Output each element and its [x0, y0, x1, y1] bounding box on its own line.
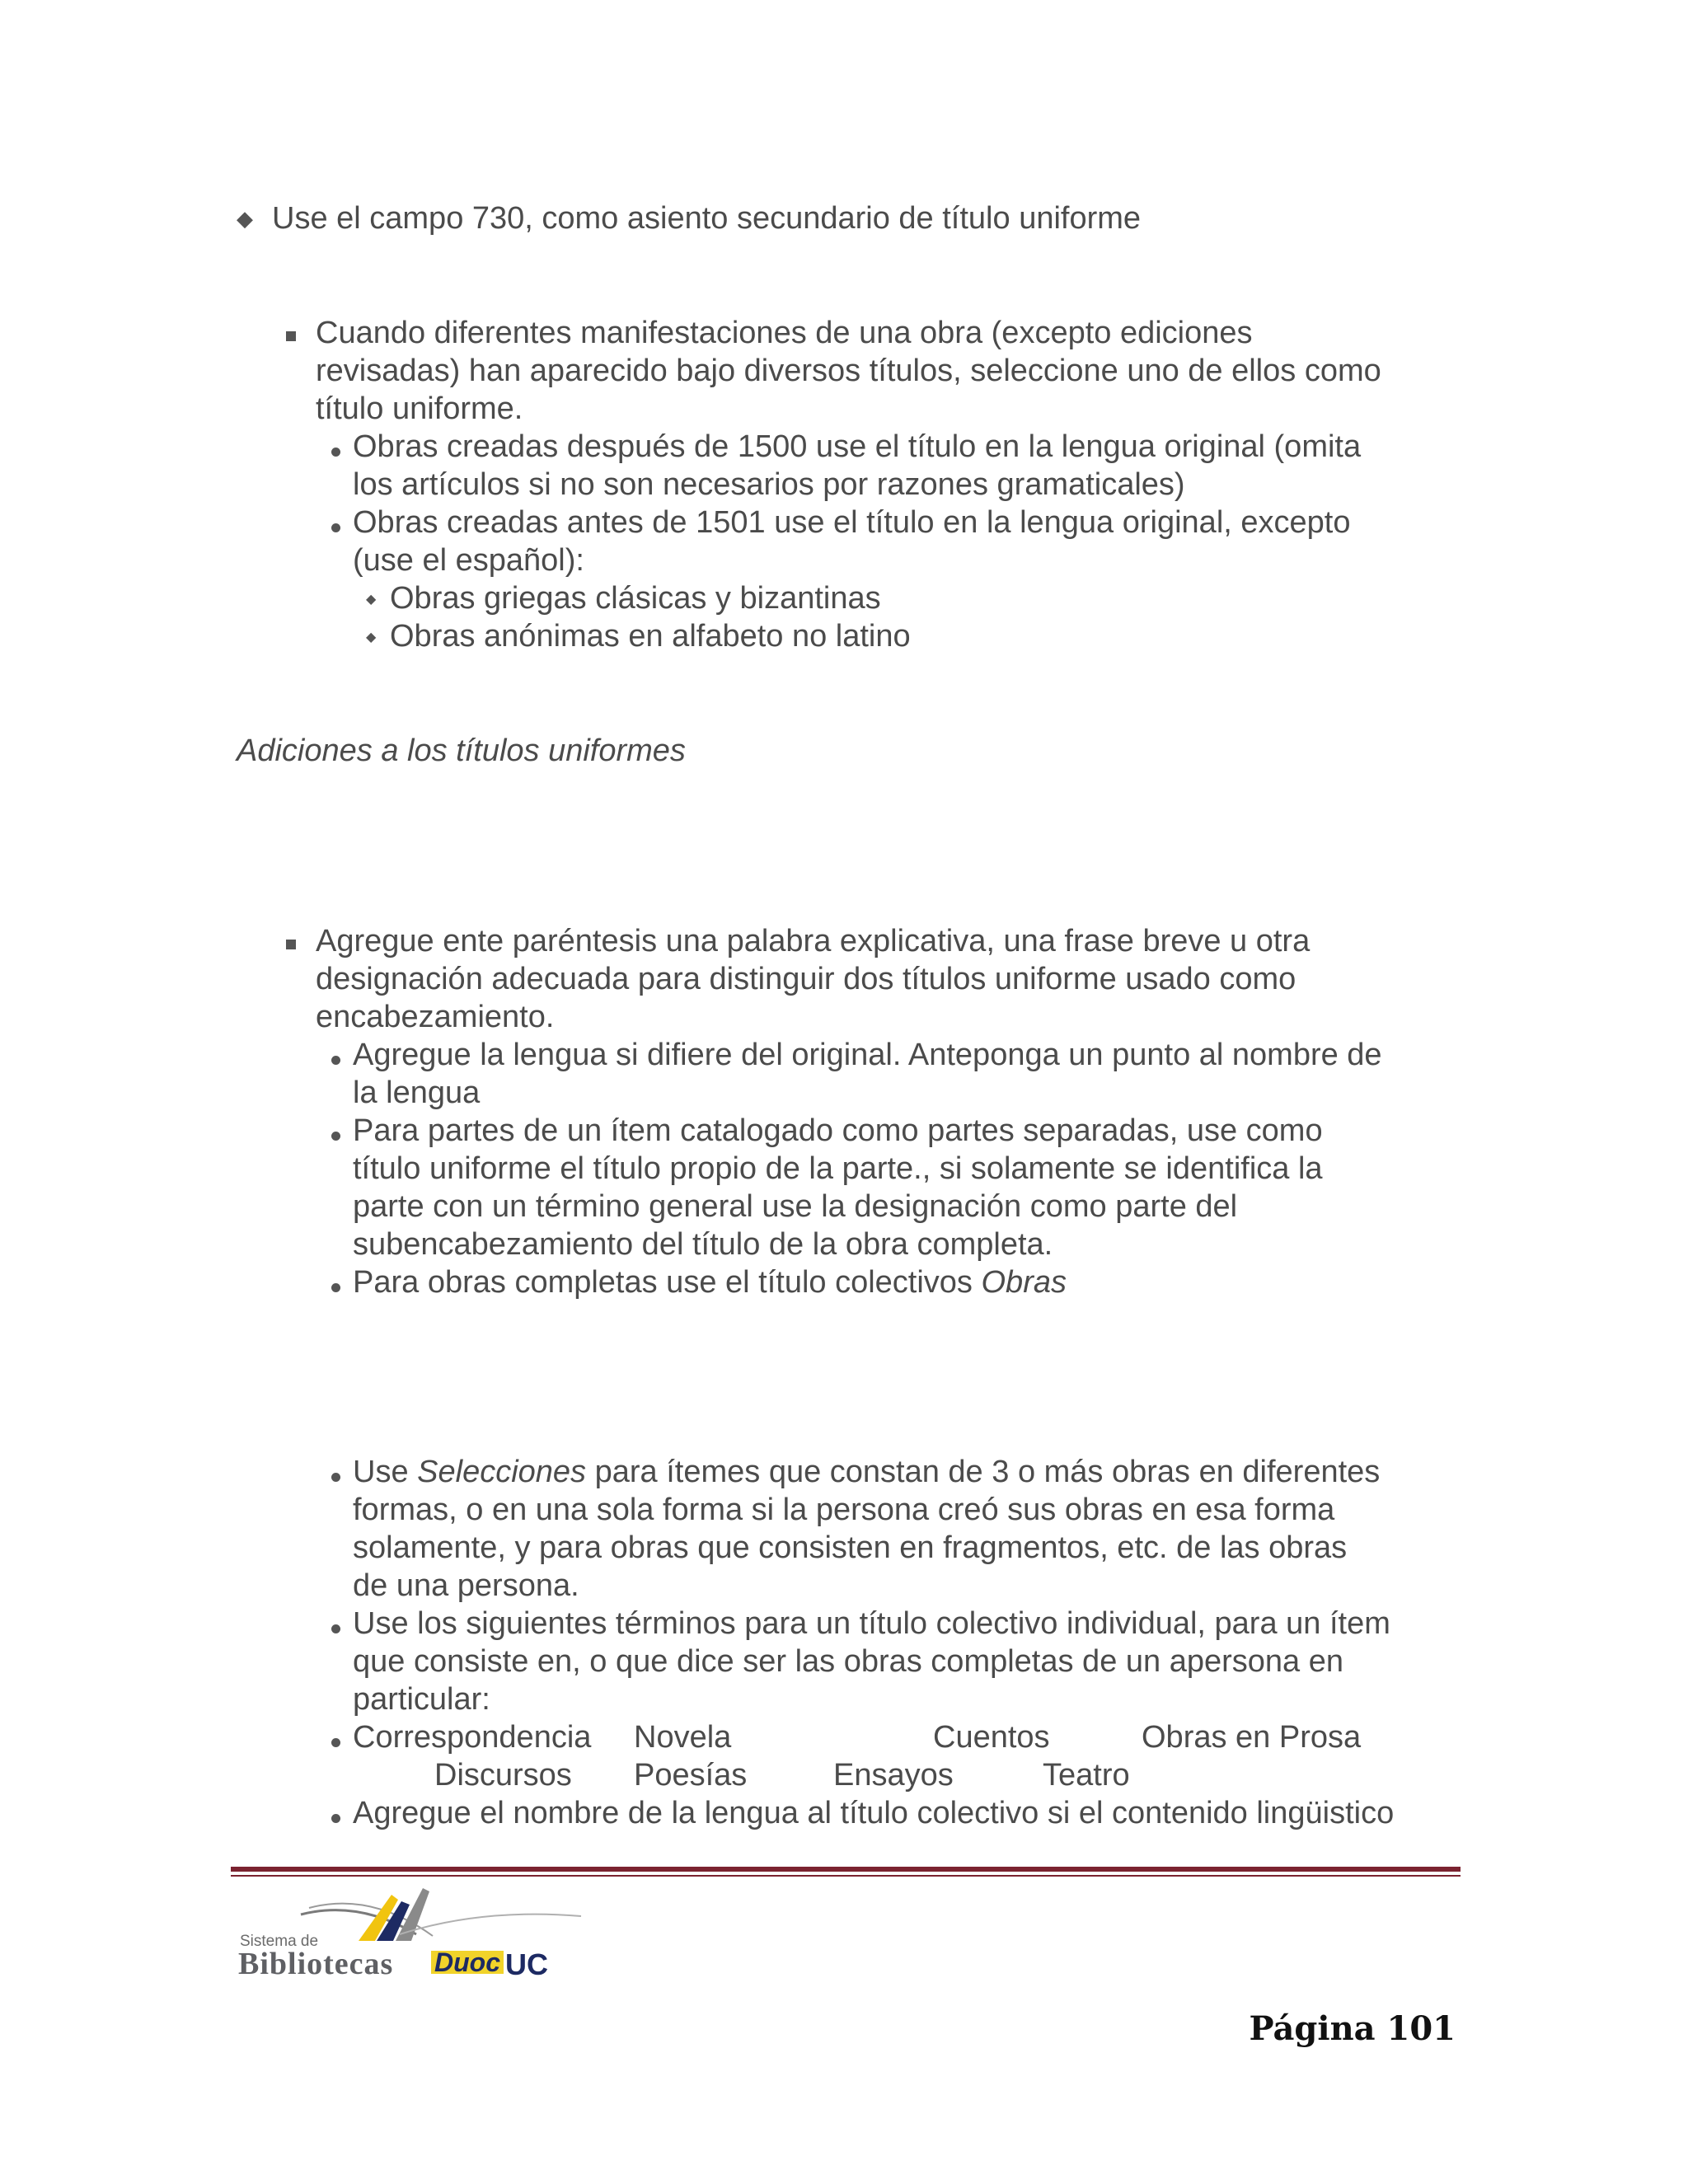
logo-uc-text: UC [505, 1947, 548, 1981]
sub-item-text: subencabezamiento del título de la obra completa. [353, 1227, 1053, 1262]
sub-item-text: formas, o en una sola forma si la persona creó sus obras en esa forma [353, 1493, 1335, 1527]
sub-item-text: Agregue la lengua si difiere del original. Anteponga un punto al nombre de [353, 1038, 1382, 1072]
sub-item-text: solamente, y para obras que consisten en fragmentos, etc. de las obras [353, 1530, 1348, 1565]
square-bullet-icon [286, 331, 296, 341]
logo-main-text: Bibliotecas [238, 1947, 394, 1981]
list-item-text: título uniforme. [316, 391, 523, 426]
sub-item-text-plain: Para obras completas use el título colectivos [353, 1265, 982, 1300]
dot-bullet-icon [331, 1738, 340, 1747]
diamond-bullet-icon: ◆ [237, 206, 253, 231]
sub-item-text: parte con un término general use la designación como parte del [353, 1189, 1238, 1224]
sub-item-text [353, 1263, 1067, 1301]
sub-sub-item-text: Obras griegas clásicas y bizantinas [390, 581, 881, 616]
sub-item-text: los artículos si no son necesarios por razones gramaticales) [353, 467, 1185, 502]
list-item-text: revisadas) han aparecido bajo diversos títulos, seleccione uno de ellos como [316, 354, 1381, 388]
page-number: Página 101 [1249, 2009, 1456, 2048]
dot-bullet-icon [331, 1056, 340, 1065]
term-novela: Novela [634, 1720, 732, 1755]
sub-item-text: (use el español): [353, 543, 584, 578]
term-obras-en-prosa: Obras en Prosa [1142, 1720, 1362, 1755]
sub-item-text: que consiste en, o que dice ser las obras completas de un apersona en [353, 1644, 1343, 1679]
sub-item-text: Obras creadas después de 1500 use el título en la lengua original (omita [353, 429, 1362, 464]
sub-item-text-plain: para ítemes que constan de 3 o más obras en diferentes [586, 1455, 1381, 1489]
logo-small-text: Sistema de [240, 1933, 319, 1950]
list-item-text: Cuando diferentes manifestaciones de una obra (excepto ediciones [316, 316, 1253, 350]
dot-bullet-icon [331, 1473, 340, 1482]
italic-term: Obras [981, 1265, 1067, 1300]
term-cuentos: Cuentos [933, 1720, 1050, 1755]
dot-bullet-icon [331, 1283, 340, 1292]
square-bullet-icon [286, 940, 296, 949]
dot-bullet-icon [331, 1132, 340, 1141]
dot-bullet-icon [331, 1814, 340, 1823]
small-diamond-bullet-icon: ◆ [366, 630, 377, 644]
library-logo [235, 1883, 589, 1982]
term-correspondencia: Correspondencia [353, 1720, 592, 1755]
sub-item-text: Use los siguientes términos para un título colectivo individual, para un ítem [353, 1606, 1390, 1641]
list-item-campo-730: Use el campo 730, como asiento secundario de título uniforme [272, 201, 1142, 236]
sub-sub-item-text: Obras anónimas en alfabeto no latino [390, 619, 911, 654]
sub-item-text: de una persona. [353, 1568, 579, 1603]
section-heading: Adiciones a los títulos uniformes [237, 733, 686, 768]
sub-item-text: título uniforme el título propio de la parte., si solamente se identifica la [353, 1151, 1323, 1186]
footer-rule [231, 1867, 1461, 1872]
list-item-text: Agregue ente paréntesis una palabra explicativa, una frase breve u otra [316, 924, 1311, 958]
term-ensayos: Ensayos [833, 1758, 954, 1793]
dot-bullet-icon [331, 1624, 340, 1633]
sub-item-text-plain: Use [353, 1455, 418, 1489]
sub-item-text: particular: [353, 1682, 490, 1717]
list-item-text: encabezamiento. [316, 1000, 555, 1034]
italic-term: Selecciones [417, 1455, 587, 1489]
term-discursos: Discursos [434, 1758, 572, 1793]
list-item-text: designación adecuada para distinguir dos títulos uniforme usado como [316, 962, 1296, 996]
sub-item-text: Para partes de un ítem catalogado como partes separadas, use como [353, 1113, 1323, 1148]
sub-item-text: Obras creadas antes de 1501 use el título en la lengua original, excepto [353, 505, 1351, 540]
term-teatro: Teatro [1043, 1758, 1130, 1793]
term-poesias: Poesías [634, 1758, 748, 1793]
sub-item-text: la lengua [353, 1076, 481, 1110]
small-diamond-bullet-icon: ◆ [366, 593, 377, 607]
sub-item-text [353, 1453, 1380, 1491]
logo-duoc-text: Duoc [431, 1951, 504, 1974]
footer-rule [231, 1875, 1461, 1877]
dot-bullet-icon [331, 448, 340, 457]
sub-item-text: Agregue el nombre de la lengua al título colectivo si el contenido lingüistico [353, 1796, 1395, 1830]
dot-bullet-icon [331, 523, 340, 532]
